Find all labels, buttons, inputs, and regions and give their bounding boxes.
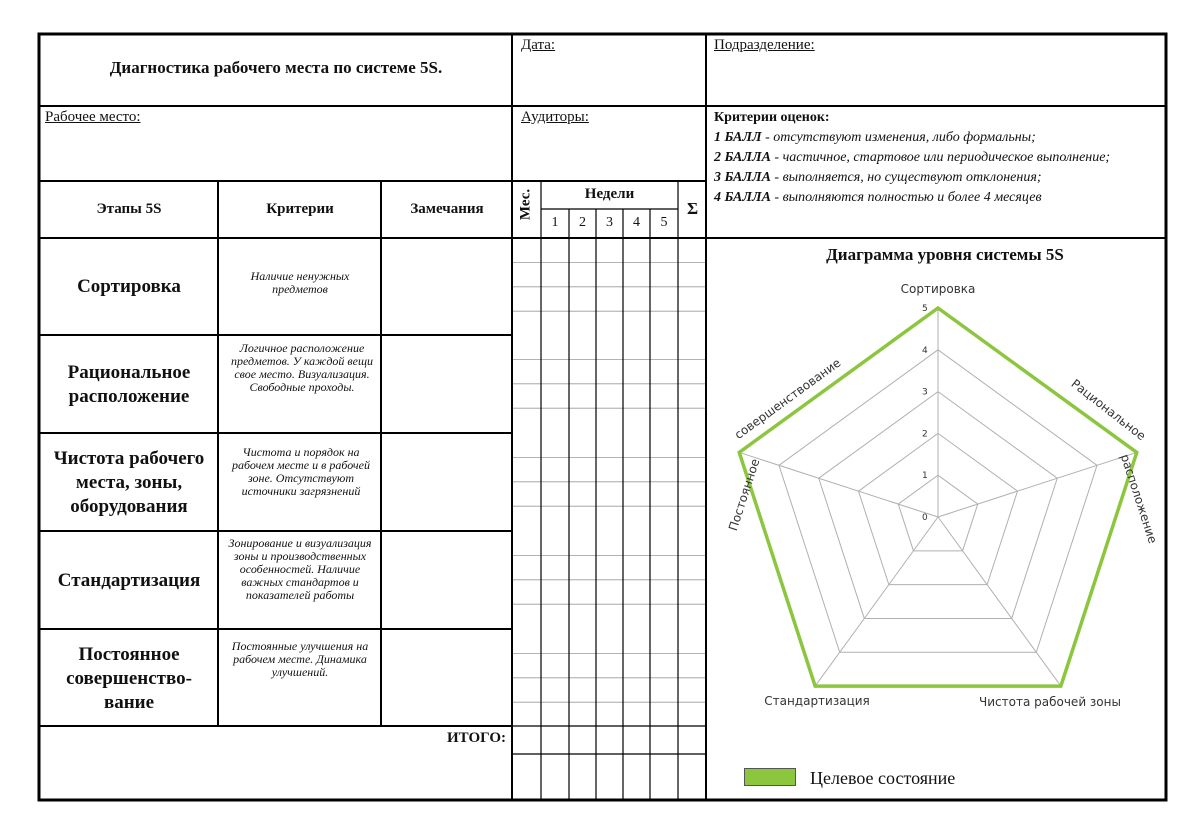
radar-spoke: [739, 452, 938, 517]
week-number-5: 5: [660, 215, 668, 230]
criteria-standardization: Зонирование и визуализация зоны и производственных особенностей. Наличие важных стандартов и показателей работы: [228, 536, 372, 602]
radar-axis-label-sorting: Сортировка: [900, 282, 976, 296]
radar-axis-label-cleanliness: Чистота рабочей зоны: [979, 695, 1121, 709]
workplace-label: Рабочее место:: [45, 109, 141, 125]
week-number-2: 2: [579, 215, 586, 230]
page-title: Диагностика рабочего места по системе 5S.: [109, 58, 443, 77]
week-number-1: 1: [551, 215, 559, 230]
radar-tick-label: 1: [922, 471, 928, 482]
radar-axis-label-rational-a: Рациональное: [1068, 376, 1149, 444]
stage-sorting: Сортировка: [77, 275, 181, 297]
criteria-cleanliness: Чистота и порядок на рабочем месте и в рабочей зоне. Отсутствуют источники загрязнений: [232, 445, 370, 498]
total-label: ИТОГО:: [447, 730, 506, 746]
division-label: Подразделение:: [714, 37, 815, 53]
week-number-4: 4: [633, 215, 640, 230]
legend-label-target: Целевое состояние: [810, 768, 956, 788]
criteria-legend-heading: Критерии оценок:: [714, 110, 830, 125]
date-label: Дата:: [521, 37, 556, 53]
week-number-3: 3: [606, 215, 613, 230]
stage-standardization: Стандартизация: [57, 569, 201, 591]
criteria-score-1: 1 БАЛЛ: [714, 130, 762, 145]
radar-axis-label-improvement-b: Постоянное: [725, 456, 763, 533]
radar-spoke: [938, 452, 1137, 517]
stage-rational: Рациональное расположение: [67, 361, 191, 407]
diagram-title: Диаграмма уровня системы 5S: [826, 245, 1064, 264]
stage-improvement: Постоянное совершенство-вание: [66, 643, 192, 713]
auditors-label: Аудиторы:: [521, 109, 589, 125]
criteria-improvement: Постоянные улучшения на рабочем месте. Динамика улучшений.: [231, 639, 369, 679]
col-header-weeks: Недели: [584, 186, 635, 202]
radar-spoke: [815, 517, 938, 686]
radar-axis-label-improvement-a: совершенствование: [731, 355, 844, 442]
radar-spoke: [938, 517, 1061, 686]
radar-axis-label-standardization: Стандартизация: [764, 694, 870, 708]
col-header-month: Мес.: [517, 188, 534, 221]
radar-axis-label-rational-b: расположение: [1117, 452, 1160, 546]
radar-tick-label: 4: [922, 345, 928, 356]
weeks-header-grid: [512, 181, 706, 800]
stage-cleanliness: Чистота рабочего места, зоны, оборудования: [53, 447, 205, 517]
criteria-text-1: - отсутствуют изменения, либо формальны;: [761, 130, 1036, 145]
col-header-criteria: Критерии: [266, 201, 334, 217]
radar-tick-label: 5: [922, 304, 928, 314]
radar-tick-label: 2: [922, 429, 928, 440]
radar-chart: [726, 282, 1160, 709]
criteria-sorting: Наличие ненужных предметов: [250, 269, 350, 296]
col-header-remarks: Замечания: [410, 201, 484, 217]
criteria-text-2: - частичное, стартовое или периодическое выполнение;: [770, 150, 1111, 165]
criteria-text-4: - выполняются полностью и более 4 месяцев: [770, 190, 1042, 205]
radar-tick-label: 3: [922, 387, 928, 398]
week-grid: [513, 262, 705, 702]
col-header-sum: Σ: [686, 199, 699, 218]
radar-tick-label: 0: [922, 513, 928, 523]
criteria-score-3: 3 БАЛЛА: [714, 170, 771, 185]
criteria-rational: Логичное расположение предметов. У каждой вещи свое место. Визуализация. Свободные проходы.: [230, 341, 373, 394]
criteria-text-3: - выполняется, но существуют отклонения;: [770, 170, 1042, 185]
col-header-stages: Этапы 5S: [96, 201, 162, 217]
criteria-score-4: 4 БАЛЛА: [714, 190, 771, 205]
criteria-score-2: 2 БАЛЛА: [714, 150, 771, 165]
